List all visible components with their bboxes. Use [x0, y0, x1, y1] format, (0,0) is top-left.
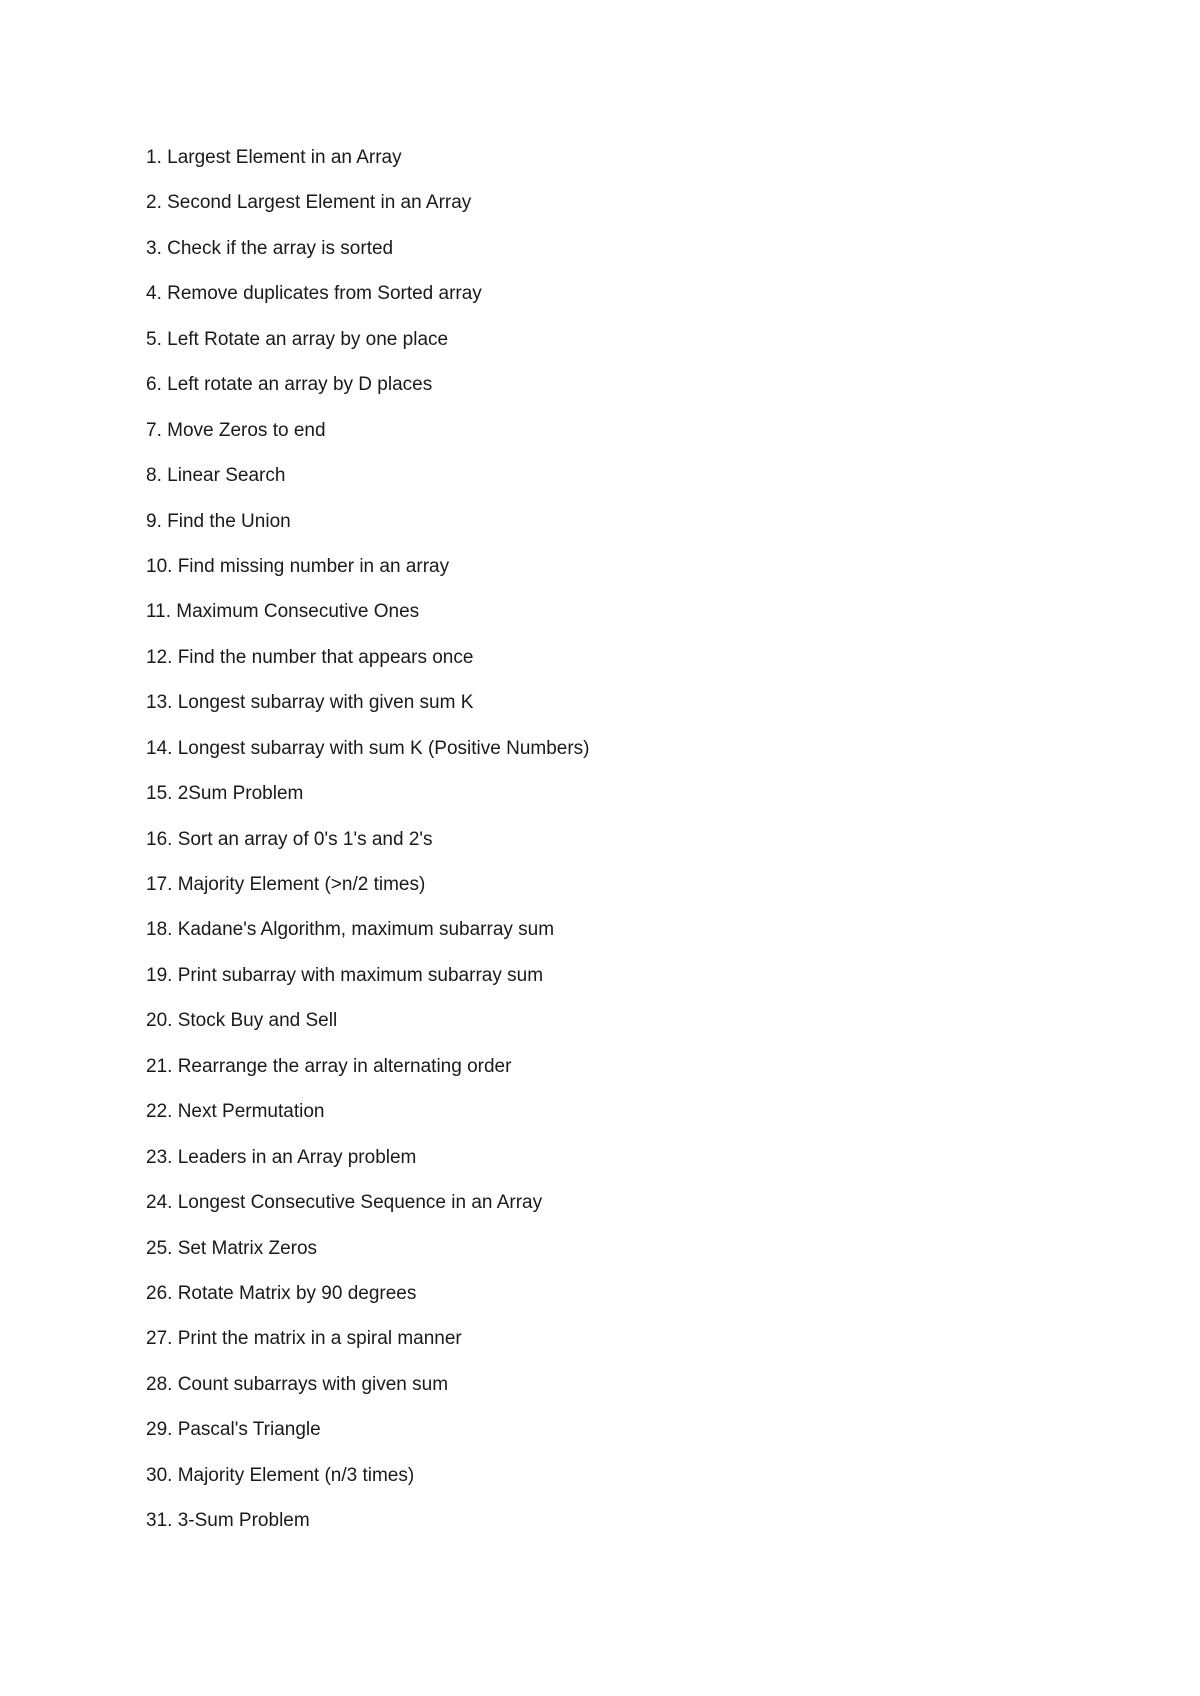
list-item: 2. Second Largest Element in an Array	[146, 192, 472, 214]
list-item: 12. Find the number that appears once	[146, 646, 474, 668]
list-item: 13. Longest subarray with given sum K	[146, 692, 474, 714]
list-item: 20. Stock Buy and Sell	[146, 1010, 338, 1032]
list-item: 17. Majority Element (>n/2 times)	[146, 874, 426, 895]
list-item: 8. Linear Search	[146, 465, 286, 487]
list-item: 9. Find the Union	[146, 510, 291, 532]
list-item: 21. Rearrange the array in alternating order	[146, 1055, 512, 1077]
list-item: 28. Count subarrays with given sum	[146, 1373, 449, 1395]
list-item: 31. 3-Sum Problem	[146, 1510, 310, 1532]
list-item: 24. Longest Consecutive Sequence in an Array	[146, 1192, 543, 1214]
list-item: 26. Rotate Matrix by 90 degrees	[146, 1282, 417, 1304]
list-item: 15. 2Sum Problem	[146, 783, 304, 805]
list-item: 14. Longest subarray with sum K (Positive Numbers)	[146, 737, 590, 759]
problem-list	[146, 146, 590, 1555]
list-item: 1. Largest Element in an Array	[146, 147, 402, 168]
list-item: 22. Next Permutation	[146, 1101, 325, 1123]
list-item: 5. Left Rotate an array by one place	[146, 328, 449, 350]
list-item: 4. Remove duplicates from Sorted array	[146, 283, 482, 305]
list-item: 19. Print subarray with maximum subarray sum	[146, 964, 544, 986]
list-item: 23. Leaders in an Array problem	[146, 1146, 417, 1168]
list-item: 30. Majority Element (n/3 times)	[146, 1464, 415, 1486]
list-item: 16. Sort an array of 0's 1's and 2's	[146, 828, 433, 850]
list-item: 11. Maximum Consecutive Ones	[146, 601, 420, 623]
list-item: 6. Left rotate an array by D places	[146, 374, 433, 396]
list-item: 3. Check if the array is sorted	[146, 237, 394, 259]
list-item: 10. Find missing number in an array	[146, 555, 450, 577]
list-item: 7. Move Zeros to end	[146, 419, 326, 441]
list-item: 18. Kadane's Algorithm, maximum subarray sum	[146, 919, 555, 941]
list-item: 27. Print the matrix in a spiral manner	[146, 1328, 462, 1350]
list-item: 25. Set Matrix Zeros	[146, 1237, 318, 1259]
list-item: 29. Pascal's Triangle	[146, 1419, 321, 1441]
